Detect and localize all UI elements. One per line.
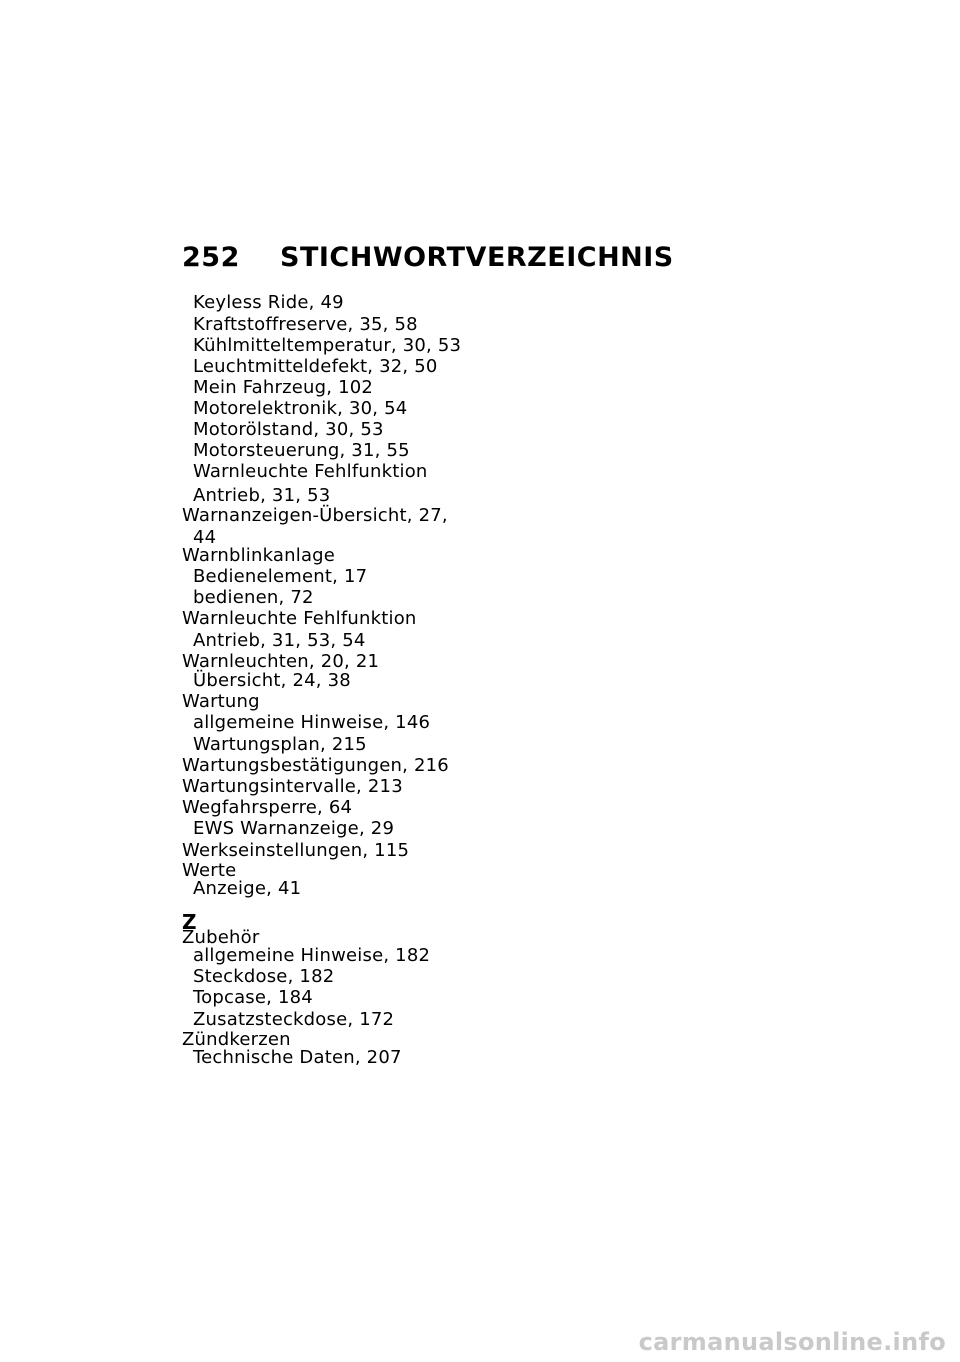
index-entry: Werte	[182, 860, 237, 881]
index-entry: Wegfahrsperre, 64	[182, 797, 353, 818]
index-subentry: allgemeine Hinweise, 146	[193, 712, 431, 733]
index-entry: Warnanzeigen-Übersicht, 27,	[182, 505, 448, 526]
index-subentry: Keyless Ride, 49	[193, 292, 344, 313]
index-entry: Wartungsintervalle, 213	[182, 776, 403, 797]
index-subentry: Mein Fahrzeug, 102	[193, 377, 374, 398]
index-subentry: allgemeine Hinweise, 182	[193, 945, 431, 966]
index-letter-heading: Z	[182, 910, 197, 934]
index-entry: Wartung	[182, 691, 260, 712]
index-subentry: Bedienelement, 17	[193, 566, 368, 587]
index-subentry: Leuchtmitteldefekt, 32, 50	[193, 356, 438, 377]
index-entry: Werkseinstellungen, 115	[182, 840, 410, 861]
index-entry: Zündkerzen	[182, 1029, 291, 1050]
index-subentry: Motorelektronik, 30, 54	[193, 398, 408, 419]
index-subentry: Anzeige, 41	[193, 878, 302, 899]
index-entry-continuation: 44	[193, 527, 217, 548]
index-subentry: Kraftstoffreserve, 35, 58	[193, 314, 418, 335]
index-entry: Warnleuchte Fehlfunktion	[182, 608, 417, 629]
watermark: carmanualsonline.info	[638, 1328, 946, 1356]
index-subentry: bedienen, 72	[193, 587, 314, 608]
index-subentry: Topcase, 184	[193, 987, 313, 1008]
index-entry: Warnleuchten, 20, 21	[182, 651, 380, 672]
section-title: STICHWORTVERZEICHNIS	[280, 242, 674, 273]
index-subentry: Antrieb, 31, 53, 54	[193, 630, 366, 651]
index-entry: Warnblinkanlage	[182, 545, 336, 566]
index-subentry: Übersicht, 24, 38	[193, 670, 351, 691]
index-subentry: Warnleuchte Fehlfunktion	[193, 461, 428, 482]
index-subentry: Technische Daten, 207	[193, 1047, 402, 1068]
page-header	[182, 242, 674, 273]
index-subentry: Motorsteuerung, 31, 55	[193, 440, 410, 461]
index-entry: Zubehör	[182, 927, 260, 948]
index-subentry: Kühlmitteltemperatur, 30, 53	[193, 335, 462, 356]
page-number: 252	[182, 242, 240, 273]
index-subentry: Motorölstand, 30, 53	[193, 419, 384, 440]
index-subentry: Zusatzsteckdose, 172	[193, 1009, 395, 1030]
index-subentry: Wartungsplan, 215	[193, 734, 367, 755]
index-subentry: EWS Warnanzeige, 29	[193, 818, 395, 839]
index-subentry: Steckdose, 182	[193, 966, 335, 987]
index-subentry: Antrieb, 31, 53	[193, 485, 331, 506]
index-entry: Wartungsbestätigungen, 216	[182, 755, 449, 776]
